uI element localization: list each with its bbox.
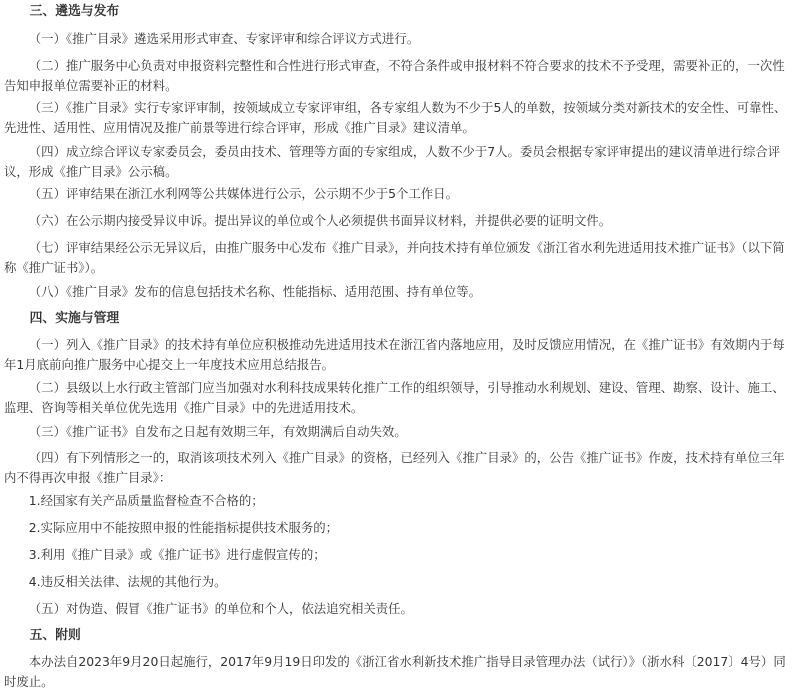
section-heading-implementation: 四、实施与管理 xyxy=(29,311,120,326)
paragraph: （三）《推广目录》实行专家评审制，按领域成立专家评审组，各专家组人数为不少于5人的单数，按领域分类对新技术的安全性、可靠性、先进性、适用性、应用情况及推广前景等进行综合评审，形成《推广目录》建议清单。 xyxy=(4,100,787,135)
paragraph: （四）有下列情形之一的，取消该项技术列入《推广目录》的资格，已经列入《推广目录》的，公告《推广证书》作废，技术持有单位三年内不得再次申报《推广目录》： xyxy=(4,450,785,485)
list-item: 4.违反相关法律、法规的其他行为。 xyxy=(28,574,227,589)
paragraph: （七）评审结果经公示无异议后，由推广服务中心发布《推广目录》，并向技术持有单位颁发《浙江省水利先进适用技术推广证书》（以下简称《推广证书》）。 xyxy=(4,240,785,275)
paragraph: （二）推广服务中心负责对申报资料完整性和合性进行形式审查，不符合条件或申报材料不符合要求的技术不予受理，需要补正的，一次性告知申报单位需要补正的材料。 xyxy=(4,58,785,93)
list-item: 1.经国家有关产品质量监督检查不合格的； xyxy=(28,493,264,508)
paragraph: （六）在公示期内接受异议申诉。提出异议的单位或个人必须提供书面异议材料，并提供必要的证明文件。 xyxy=(28,213,612,228)
paragraph: （四）成立综合评议专家委员会，委员由技术、管理等方面的专家组成，人数不少于7人。委员会根据专家评审提出的建议清单进行综合评议，形成《推广目录》公示稿。 xyxy=(4,144,781,179)
list-item: 2.实际应用中不能按照申报的性能指标提供技术服务的； xyxy=(28,520,338,535)
paragraph: （五）评审结果在浙江水利网等公共媒体进行公示，公示期不少于5个工作日。 xyxy=(28,186,458,201)
list-item: 3.利用《推广目录》或《推广证书》进行虚假宣传的； xyxy=(28,547,326,562)
section-heading-appendix: 五、附则 xyxy=(29,628,81,643)
paragraph: （一）《推广目录》遴选采用形式审查、专家评审和综合评议方式进行。 xyxy=(28,31,420,46)
paragraph: （八）《推广目录》发布的信息包括技术名称、性能指标、适用范围、持有单位等。 xyxy=(28,284,482,299)
paragraph: （二）县级以上水行政主管部门应当加强对水利科技成果转化推广工作的组织领导，引导推动水利规划、建设、管理、勘察、设计、施工、监理、咨询等相关单位优先选用《推广目录》中的先进适用技术。 xyxy=(4,380,785,415)
paragraph: （一）列入《推广目录》的技术持有单位应积极推动先进适用技术在浙江省内落地应用，及时反馈应用情况，在《推广证书》有效期内于每年1月底前向推广服务中心提交上一年度技术应用总结报告。 xyxy=(4,337,785,372)
section-heading-selection: 三、遴选与发布 xyxy=(29,4,120,19)
paragraph: （三）《推广证书》自发布之日起有效期三年，有效期满后自动失效。 xyxy=(28,424,407,439)
paragraph: 本办法自2023年9月20日起施行，2017年9月19日印发的《浙江省水利新技术推广指导目录管理办法（试行）》（浙水科〔2017〕4号）同时废止。 xyxy=(4,654,786,689)
paragraph: （五）对伪造、假冒《推广证书》的单位和个人，依法追究相关责任。 xyxy=(28,601,413,616)
